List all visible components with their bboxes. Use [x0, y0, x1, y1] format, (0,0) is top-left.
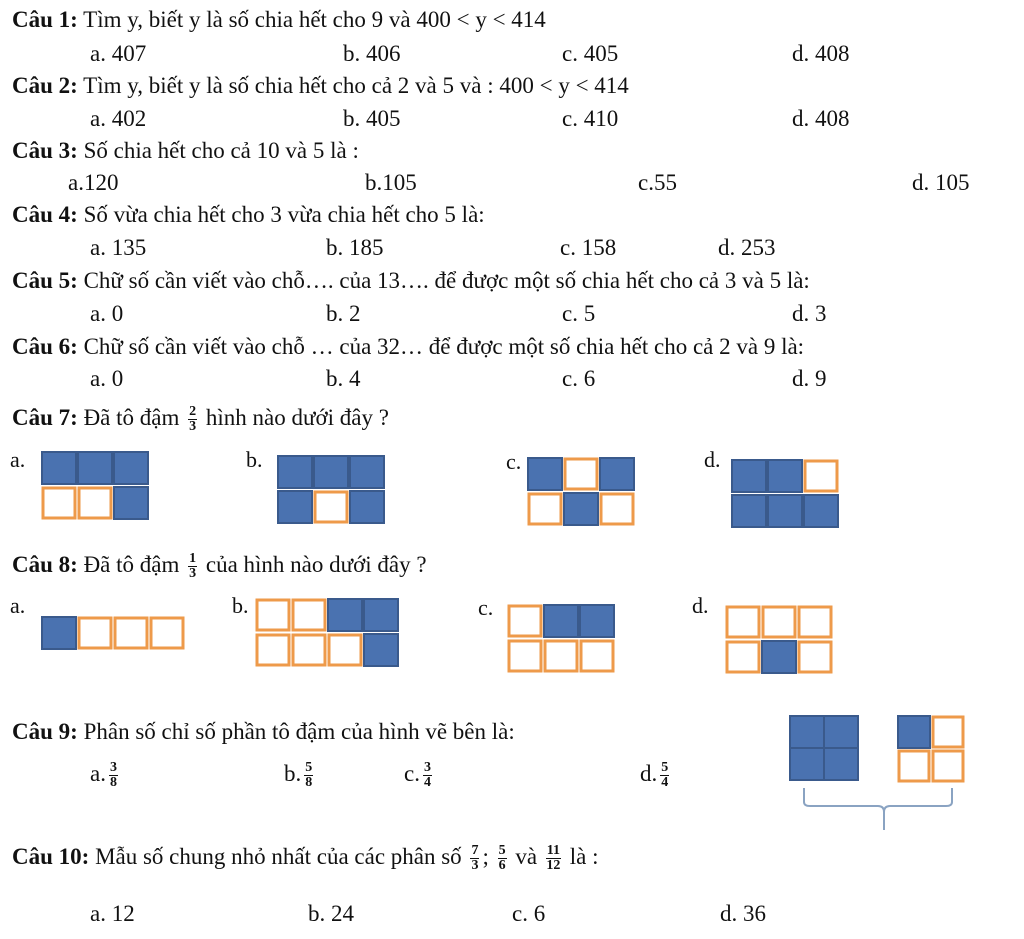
question-label: Câu 1:	[12, 7, 78, 32]
option-d: d. 105	[912, 170, 970, 195]
empty-cell	[529, 494, 561, 524]
empty-cell	[79, 488, 111, 518]
option-b: b. 405	[343, 106, 401, 131]
q8-figure-c	[506, 603, 618, 675]
option-c: c. 6	[562, 366, 596, 391]
question-8	[12, 551, 427, 581]
question-text-end: hình nào dưới đây ?	[205, 405, 389, 430]
question-9	[12, 718, 515, 746]
empty-cell	[601, 494, 633, 524]
shaded-cell	[350, 491, 384, 523]
fraction-two-thirds: $\frac{2}{3}$	[189, 404, 197, 435]
shaded-cell	[78, 452, 112, 484]
shaded-cell	[898, 716, 930, 748]
option-a: a. 12	[90, 901, 135, 926]
shaded-cell	[42, 452, 76, 484]
empty-cell	[257, 635, 289, 665]
q7-figure-b	[276, 454, 388, 526]
question-4	[12, 201, 485, 229]
empty-cell	[565, 459, 597, 489]
figure-label-a: a.	[10, 593, 26, 618]
shaded-cell	[732, 460, 766, 492]
question-label: Câu 3:	[12, 138, 78, 163]
question-text: Đã tô đậm	[83, 405, 180, 430]
q7-figure-a	[40, 450, 152, 522]
shaded-cell	[824, 716, 858, 748]
shaded-cell	[580, 605, 614, 637]
option-b: b. 406	[343, 41, 401, 66]
separator: ;	[482, 844, 489, 869]
option-d: d. $\frac{5}{4}$	[640, 760, 669, 791]
question-text: Số chia hết cho cả 10 và 5 là :	[83, 138, 359, 163]
shaded-cell	[564, 493, 598, 525]
fraction: $\frac{3}{8}$	[109, 760, 117, 791]
question-text: Chữ số cần viết vào chỗ … của 32… để được một số chia hết cho cả 2 và 9 là:	[83, 334, 805, 359]
shaded-cell	[528, 458, 562, 490]
empty-cell	[293, 635, 325, 665]
empty-cell	[43, 488, 75, 518]
separator: và	[515, 844, 538, 869]
figure-label-c: c.	[478, 595, 494, 620]
question-text: Tìm y, biết y là số chia hết cho 9 và 400 < y < 414	[83, 7, 546, 32]
fraction: $\frac{5}{8}$	[305, 760, 313, 791]
option-d: d. 408	[792, 106, 850, 131]
empty-cell	[257, 600, 289, 630]
question-7	[12, 404, 389, 434]
empty-cell	[805, 461, 837, 491]
shaded-cell	[114, 452, 148, 484]
option-b: b. 2	[326, 301, 361, 326]
question-text-end: của hình nào dưới đây ?	[205, 552, 427, 577]
shaded-cell	[42, 617, 76, 649]
option-c: c. $\frac{3}{4}$	[404, 760, 431, 791]
question-text: Số vừa chia hết cho 3 vừa chia hết cho 5 là:	[83, 202, 485, 227]
question-label: Câu 9:	[12, 719, 78, 744]
question-text: Đã tô đậm	[83, 552, 180, 577]
option-d: d. 3	[792, 301, 827, 326]
q9-figure	[786, 712, 986, 834]
fraction: $\frac{11}{12}$	[546, 843, 561, 874]
option-a: a. 0	[90, 366, 124, 391]
figure-label-d: d.	[704, 447, 721, 472]
shaded-cell	[350, 456, 384, 488]
empty-cell	[509, 641, 541, 671]
option-d: d. 36	[720, 901, 766, 926]
empty-cell	[727, 642, 759, 672]
shaded-cell	[790, 716, 824, 748]
question-text: Chữ số cần viết vào chỗ…. của 13…. để được một số chia hết cho cả 3 và 5 là:	[83, 268, 810, 293]
option-d: d. 253	[718, 235, 776, 260]
empty-cell	[933, 717, 963, 747]
option-a: a. $\frac{3}{8}$	[90, 760, 117, 791]
shaded-cell	[544, 605, 578, 637]
figure-label-d: d.	[692, 593, 709, 618]
shaded-cell	[824, 748, 858, 780]
figure-label-c: c.	[506, 449, 522, 474]
fraction-one-third: $\frac{1}{3}$	[189, 551, 197, 582]
question-label: Câu 4:	[12, 202, 78, 227]
shaded-cell	[732, 495, 766, 527]
fraction: $\frac{5}{4}$	[661, 760, 669, 791]
empty-cell	[329, 635, 361, 665]
question-text: Tìm y, biết y là số chia hết cho cả 2 và 5 và : 400 < y < 414	[83, 73, 629, 98]
figure-label-b: b.	[232, 593, 249, 618]
shaded-cell	[278, 456, 312, 488]
question-2	[12, 72, 629, 100]
option-a: a. 407	[90, 41, 147, 66]
empty-cell	[545, 641, 577, 671]
brace	[804, 788, 952, 830]
question-1	[12, 6, 546, 34]
empty-cell	[799, 607, 831, 637]
empty-cell	[727, 607, 759, 637]
option-b: b.105	[365, 170, 417, 195]
empty-cell	[151, 618, 183, 648]
question-label: Câu 7:	[12, 405, 78, 430]
shaded-cell	[328, 599, 362, 631]
empty-cell	[509, 606, 541, 636]
question-label: Câu 5:	[12, 268, 78, 293]
question-5	[12, 267, 810, 295]
fraction: $\frac{3}{4}$	[423, 760, 431, 791]
option-c: c. 405	[562, 41, 619, 66]
question-6	[12, 333, 804, 361]
empty-cell	[763, 607, 795, 637]
q8-figure-a	[40, 615, 190, 651]
fraction: $\frac{7}{3}$	[471, 843, 479, 874]
shaded-cell	[314, 456, 348, 488]
question-text: Mẫu số chung nhỏ nhất của các phân số	[95, 844, 462, 869]
empty-cell	[293, 600, 325, 630]
figure-label-a: a.	[10, 447, 26, 472]
option-b: b. 24	[308, 901, 354, 926]
shaded-cell	[768, 495, 802, 527]
option-a: a. 135	[90, 235, 147, 260]
option-b: b. $\frac{5}{8}$	[284, 760, 313, 791]
q8-figure-d	[724, 604, 836, 676]
shaded-cell	[804, 495, 838, 527]
option-a: a. 402	[90, 106, 147, 131]
option-c: c. 158	[560, 235, 617, 260]
shaded-cell	[278, 491, 312, 523]
shaded-cell	[600, 458, 634, 490]
fraction: $\frac{5}{6}$	[498, 843, 506, 874]
figure-label-b: b.	[246, 447, 263, 472]
question-text-end: là :	[569, 844, 599, 869]
option-c: c. 5	[562, 301, 596, 326]
empty-cell	[933, 751, 963, 781]
empty-cell	[115, 618, 147, 648]
option-b: b. 185	[326, 235, 384, 260]
option-a: a. 0	[90, 301, 124, 326]
option-d: d. 9	[792, 366, 827, 391]
question-3	[12, 137, 359, 165]
shaded-cell	[364, 634, 398, 666]
question-10	[12, 843, 599, 873]
question-label: Câu 2:	[12, 73, 78, 98]
option-c: c. 410	[562, 106, 619, 131]
question-label: Câu 8:	[12, 552, 78, 577]
empty-cell	[315, 492, 347, 522]
question-text: Phân số chỉ số phần tô đậm của hình vẽ bên là:	[83, 719, 515, 744]
option-c: c.55	[638, 170, 677, 195]
shaded-cell	[768, 460, 802, 492]
option-c: c. 6	[512, 901, 546, 926]
option-d: d. 408	[792, 41, 850, 66]
option-b: b. 4	[326, 366, 361, 391]
shaded-cell	[790, 748, 824, 780]
question-label: Câu 10:	[12, 844, 90, 869]
q7-figure-c	[526, 456, 638, 528]
empty-cell	[581, 641, 613, 671]
shaded-cell	[762, 641, 796, 673]
empty-cell	[79, 618, 111, 648]
shaded-cell	[364, 599, 398, 631]
empty-cell	[899, 751, 929, 781]
option-a: a.120	[68, 170, 119, 195]
q8-figure-b	[254, 597, 404, 669]
question-label: Câu 6:	[12, 334, 78, 359]
empty-cell	[799, 642, 831, 672]
q7-figure-d	[730, 458, 842, 530]
shaded-cell	[114, 487, 148, 519]
